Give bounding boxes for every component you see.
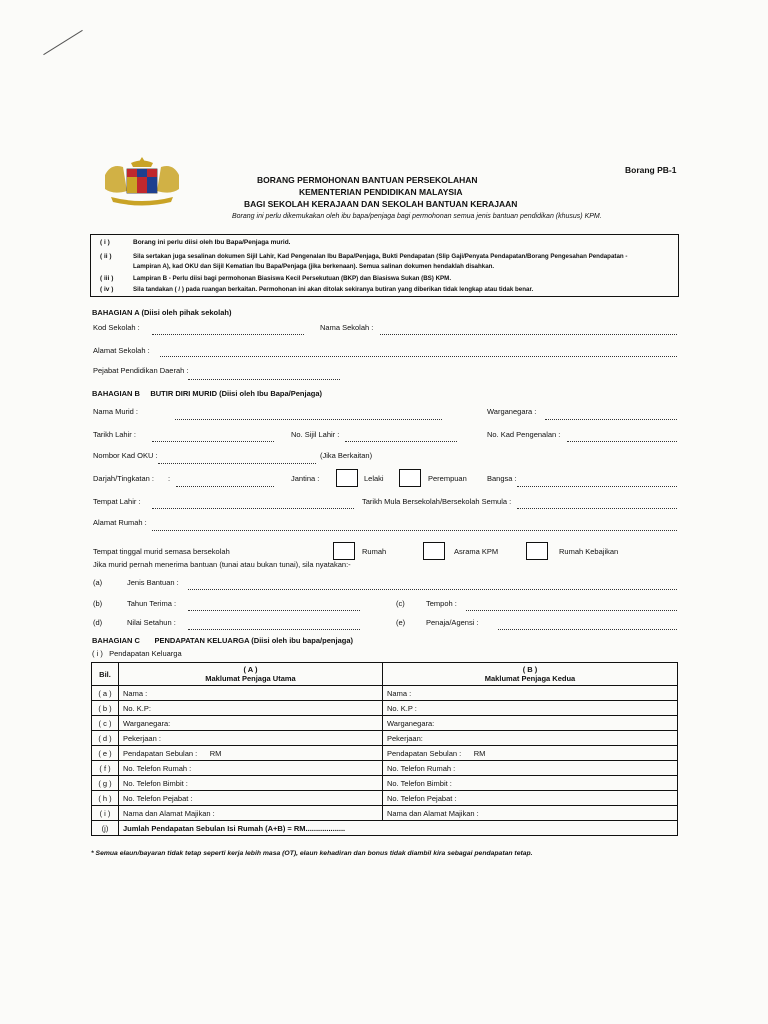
- bangsa-field[interactable]: [517, 486, 677, 487]
- no-kp-field[interactable]: [567, 441, 677, 442]
- bangsa-label: Bangsa :: [487, 474, 517, 483]
- table-row: [92, 776, 678, 791]
- tahun-terima-label: Tahun Terima :: [127, 599, 177, 608]
- form-subtitle: Borang ini perlu dikemukakan oleh ibu bapa/penjaga bagi permohonan semua jenis bantuan pendidikan (khusus) KPM.: [232, 213, 602, 220]
- table-row: [92, 701, 678, 716]
- penaja-label: Penaja/Agensi :: [426, 618, 479, 627]
- jika-berkaitan-note: (Jika Berkaitan): [320, 451, 373, 460]
- row-bil: ( h ): [92, 791, 119, 806]
- col-penjaga-kedua: [383, 663, 678, 686]
- nama-sekolah-label: Nama Sekolah :: [320, 323, 374, 332]
- penjaga-b-field[interactable]: No. Telefon Pejabat :: [383, 791, 678, 806]
- row-bil: ( d ): [92, 731, 119, 746]
- row-bil: (j): [92, 821, 119, 836]
- note-text: Lampiran B - Perlu diisi bagi permohonan Biasiswa Kecil Persekutuan (BKP) dan Biasiswa Sukan (BS) KPM.: [133, 275, 452, 282]
- table-row: [92, 731, 678, 746]
- tempat-lahir-field[interactable]: [152, 508, 354, 509]
- nilai-setahun-field[interactable]: [188, 629, 360, 630]
- section-b-heading: BAHAGIAN B BUTIR DIRI MURID (Diisi oleh Ibu Bapa/Penjaga): [92, 389, 323, 398]
- ppd-field[interactable]: [188, 379, 340, 380]
- tempat-lahir-label: Tempat Lahir :: [93, 497, 141, 506]
- jenis-bantuan-label: Jenis Bantuan :: [127, 578, 179, 587]
- rumah-checkbox[interactable]: [333, 542, 355, 560]
- no-oku-label: Nombor Kad OKU :: [93, 451, 158, 460]
- col-b-label: ( B ): [522, 665, 538, 674]
- penjaga-a-field[interactable]: Nama dan Alamat Majikan :: [119, 806, 383, 821]
- table-row: [92, 746, 678, 761]
- perempuan-label: Perempuan: [428, 474, 467, 483]
- penjaga-a-field[interactable]: Pekerjaan :: [119, 731, 383, 746]
- section-c-heading: BAHAGIAN C PENDAPATAN KELUARGA (Diisi oleh ibu bapa/penjaga): [92, 636, 353, 645]
- form-title-line2: KEMENTERIAN PENDIDIKAN MALAYSIA: [299, 187, 463, 197]
- nama-murid-field[interactable]: [175, 419, 442, 420]
- note-num: ( ii ): [100, 253, 112, 260]
- item-d-label: (d): [93, 618, 103, 627]
- rumah-label: Rumah: [362, 547, 387, 556]
- warganegara-label: Warganegara :: [487, 407, 537, 416]
- darjah-field[interactable]: [176, 486, 274, 487]
- form-code: Borang PB-1: [625, 165, 677, 175]
- note-num: ( i ): [100, 239, 110, 246]
- penjaga-b-field[interactable]: No. Telefon Bimbit :: [383, 776, 678, 791]
- table-row: [92, 716, 678, 731]
- nama-sekolah-field[interactable]: [380, 334, 677, 335]
- note-text: Sila tandakan ( / ) pada ruangan berkaitan. Permohonan ini akan ditolak sekiranya butiran yang diberikan tidak lengkap atau tidak benar.: [133, 286, 534, 293]
- penjaga-a-field[interactable]: Pendapatan Sebulan : RM: [119, 746, 383, 761]
- row-bil: ( e ): [92, 746, 119, 761]
- col-a-label: ( A ): [243, 665, 258, 674]
- jenis-bantuan-field[interactable]: [188, 589, 677, 590]
- tempoh-field[interactable]: [466, 610, 677, 611]
- alamat-rumah-label: Alamat Rumah :: [93, 518, 147, 527]
- penjaga-b-field[interactable]: Nama :: [383, 686, 678, 701]
- tarikh-lahir-label: Tarikh Lahir :: [93, 430, 136, 439]
- perempuan-checkbox[interactable]: [399, 469, 421, 487]
- rumah-kebajikan-label: Rumah Kebajikan: [559, 547, 619, 556]
- penjaga-a-field[interactable]: No. K.P:: [119, 701, 383, 716]
- lelaki-checkbox[interactable]: [336, 469, 358, 487]
- bantuan-question: Jika murid pernah menerima bantuan (tunai atau bukan tunai), sila nyatakan:-: [93, 560, 351, 569]
- table-row: [92, 686, 678, 701]
- col-b-title: Maklumat Penjaga Kedua: [484, 674, 576, 683]
- note-text: Sila sertakan juga sesalinan dokumen Sijil Lahir, Kad Pengenalan Ibu Bapa/Penjaga, Bukti Pendapatan (Slip Gaji/Penyata Pendapatan/Borang Pengesahan Pendapatan -: [133, 253, 628, 260]
- darjah-label: Darjah/Tingkatan :: [93, 474, 155, 483]
- penjaga-b-field[interactable]: Pekerjaan:: [383, 731, 678, 746]
- item-a-label: (a): [93, 578, 103, 587]
- row-bil: ( f ): [92, 761, 119, 776]
- alamat-sekolah-field[interactable]: [160, 356, 677, 357]
- tahun-terima-field[interactable]: [188, 610, 360, 611]
- section-a-heading: BAHAGIAN A (Diisi oleh pihak sekolah): [92, 308, 232, 317]
- item-b-label: (b): [93, 599, 103, 608]
- lelaki-label: Lelaki: [364, 474, 384, 483]
- penjaga-a-field[interactable]: No. Telefon Pejabat :: [119, 791, 383, 806]
- kod-sekolah-label: Kod Sekolah :: [93, 323, 140, 332]
- no-oku-field[interactable]: [158, 463, 316, 464]
- note-text: Lampiran A), kad OKU dan Sijil Kematian Ibu Bapa/Penjaga (jika berkenaan). Semua salinan dokumen hendaklah disahkan.: [133, 263, 495, 270]
- nilai-setahun-label: Nilai Setahun :: [127, 618, 176, 627]
- row-bil: ( a ): [92, 686, 119, 701]
- col-a-title: Maklumat Penjaga Utama: [205, 674, 296, 683]
- tarikh-lahir-field[interactable]: [152, 441, 274, 442]
- note-num: ( iv ): [100, 286, 114, 293]
- section-c-sub: ( i ) Pendapatan Keluarga: [92, 649, 182, 658]
- item-e-label: (e): [396, 618, 406, 627]
- warganegara-field[interactable]: [545, 419, 677, 420]
- table-row: [92, 806, 678, 821]
- alamat-sekolah-label: Alamat Sekolah :: [93, 346, 150, 355]
- penjaga-a-field[interactable]: No. Telefon Rumah :: [119, 761, 383, 776]
- rumah-kebajikan-checkbox[interactable]: [526, 542, 548, 560]
- penjaga-a-field[interactable]: Warganegara:: [119, 716, 383, 731]
- note-text: Borang ini perlu diisi oleh Ibu Bapa/Penjaga murid.: [133, 239, 291, 246]
- no-kp-label: No. Kad Pengenalan :: [487, 430, 561, 439]
- penjaga-b-field[interactable]: Nama dan Alamat Majikan :: [383, 806, 678, 821]
- penjaga-b-field[interactable]: Pendapatan Sebulan : RM: [383, 746, 678, 761]
- table-row-total: [92, 821, 678, 836]
- no-sijil-lahir-field[interactable]: [345, 441, 457, 442]
- row-bil: ( c ): [92, 716, 119, 731]
- asrama-checkbox[interactable]: [423, 542, 445, 560]
- item-c-label: (c): [396, 599, 405, 608]
- alamat-rumah-field[interactable]: [152, 530, 677, 531]
- nama-murid-label: Nama Murid :: [93, 407, 139, 416]
- row-bil: ( i ): [92, 806, 119, 821]
- col-bil: Bil.: [92, 663, 119, 686]
- tempoh-label: Tempoh :: [426, 599, 457, 608]
- coat-of-arms-icon: [97, 155, 187, 207]
- penjaga-a-field[interactable]: Nama :: [119, 686, 383, 701]
- income-table: [91, 662, 678, 836]
- penjaga-b-field[interactable]: No. K.P :: [383, 701, 678, 716]
- row-bil: ( b ): [92, 701, 119, 716]
- table-row: [92, 791, 678, 806]
- form-title-line1: BORANG PERMOHONAN BANTUAN PERSEKOLAHAN: [257, 175, 478, 185]
- penjaga-b-field[interactable]: Warganegara:: [383, 716, 678, 731]
- table-row: [92, 761, 678, 776]
- tarikh-mula-field[interactable]: [517, 508, 677, 509]
- jantina-label: Jantina :: [291, 474, 320, 483]
- col-penjaga-utama: [119, 663, 383, 686]
- tempat-tinggal-label: Tempat tinggal murid semasa bersekolah: [93, 547, 230, 556]
- jumlah-pendapatan-field[interactable]: Jumlah Pendapatan Sebulan Isi Rumah (A+B) = RM...................: [119, 821, 678, 836]
- penjaga-b-field[interactable]: No. Telefon Rumah :: [383, 761, 678, 776]
- darjah-colon: :: [168, 474, 171, 483]
- asrama-label: Asrama KPM: [454, 547, 499, 556]
- income-footnote: * Semua elaun/bayaran tidak tetap seperti kerja lebih masa (OT), elaun kehadiran dan bonus tidak diambil kira sebagai pendapatan tetap.: [91, 850, 533, 857]
- penjaga-a-field[interactable]: No. Telefon Bimbit :: [119, 776, 383, 791]
- kod-sekolah-field[interactable]: [152, 334, 304, 335]
- pen-scratch-mark: [43, 30, 83, 55]
- note-num: ( iii ): [100, 275, 114, 282]
- form-title-line3: BAGI SEKOLAH KERAJAAN DAN SEKOLAH BANTUAN KERAJAAN: [244, 199, 518, 209]
- ppd-label: Pejabat Pendidikan Daerah :: [93, 366, 189, 375]
- penaja-field[interactable]: [498, 629, 677, 630]
- tarikh-mula-label: Tarikh Mula Bersekolah/Bersekolah Semula :: [362, 497, 512, 506]
- no-sijil-lahir-label: No. Sijil Lahir :: [291, 430, 340, 439]
- row-bil: ( g ): [92, 776, 119, 791]
